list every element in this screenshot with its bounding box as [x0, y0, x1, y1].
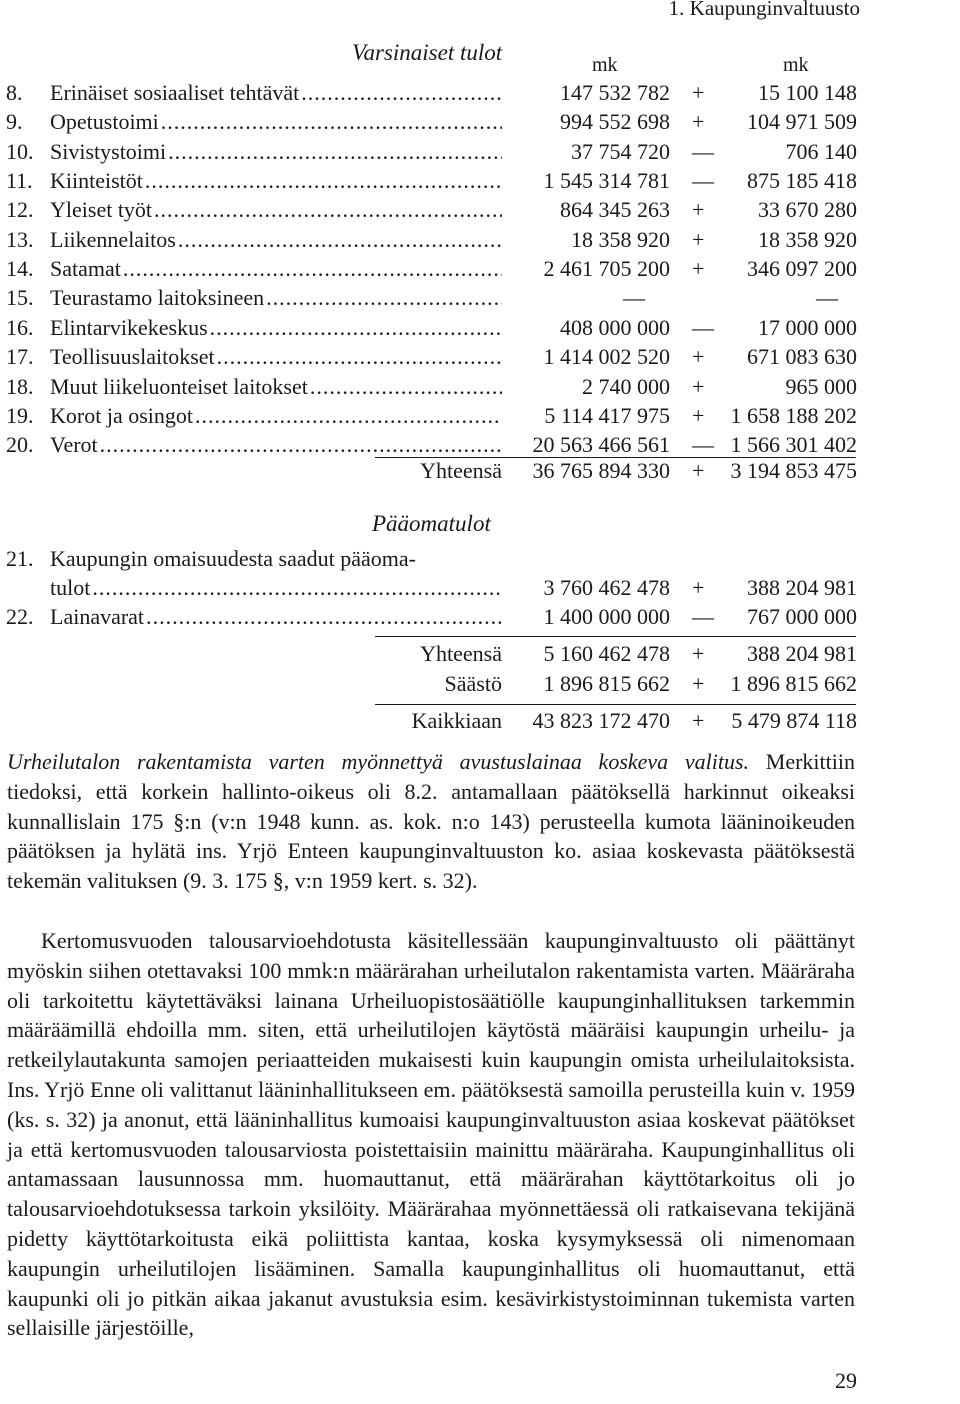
capital-total-rule — [375, 636, 856, 637]
row-number: 8. — [6, 80, 23, 105]
savings-value: 1 896 815 662 — [543, 671, 670, 696]
row-label: Elintarvikekeskus — [50, 314, 208, 340]
paragraph-appeal-decision — [7, 747, 855, 896]
page-number: 29 — [835, 1368, 857, 1393]
grand-total-change: 5 479 874 118 — [731, 708, 857, 733]
row-sign: + — [692, 373, 705, 399]
row-label: Opetustoimi — [50, 109, 159, 135]
row-value: 408 000 000 — [560, 314, 670, 340]
savings-change: 1 896 815 662 — [730, 671, 857, 696]
row-change: 875 185 418 — [747, 168, 857, 194]
running-header: 1. Kaupunginvaltuusto — [668, 0, 860, 20]
row-change: 104 971 509 — [747, 109, 857, 135]
row-value: 864 345 263 — [560, 197, 670, 223]
row-sign: — — [692, 314, 714, 340]
row-sign: — — [692, 432, 714, 458]
row-value: 2 461 705 200 — [543, 256, 670, 282]
table-row — [0, 256, 960, 285]
row-change: 767 000 000 — [747, 604, 857, 629]
row-value: 37 754 720 — [571, 138, 670, 164]
empty-change-dash: — — [816, 285, 838, 311]
section-title-ordinary-income: Varsinaiset tulot — [352, 40, 503, 65]
table-row — [0, 315, 960, 344]
row-label: Kiinteistöt — [50, 168, 143, 194]
leader-dots — [145, 168, 502, 194]
row-label: Erinäiset sosiaaliset tehtävät — [50, 80, 300, 105]
capital-row-21-line1 — [0, 546, 960, 575]
row-value: 3 760 462 478 — [543, 575, 670, 600]
capital-row-21-line2 — [0, 575, 960, 604]
grand-total-rule — [375, 704, 856, 705]
savings-label: Säästö — [444, 671, 502, 696]
row-value: 1 400 000 000 — [543, 604, 670, 629]
row-label: Teollisuuslaitokset — [50, 344, 215, 370]
total-value: 36 765 894 330 — [532, 458, 670, 483]
row-change: 388 204 981 — [747, 575, 857, 600]
empty-value-dash: — — [623, 285, 645, 311]
row-change: 965 000 — [785, 373, 857, 399]
paragraph-heading: Urheilutalon rakentamista varten myönnettyä avustuslainaa koskeva valitus. — [7, 749, 750, 774]
savings-sign: + — [692, 671, 705, 696]
table-row — [0, 139, 960, 168]
paragraph-body: Merkittiin tiedoksi, että korkein hallinto-oikeus oli 8.2. antamallaan päätöksellä harkinnut oikeaksi kunnallislain 175 §:n (v:n 1948 kunn. as. kok. n:o 143) perusteella kumota lääninoikeuden päätöksen ja hylätä ins. Yrjö Enteen kaupunginvaltuuston ko. asiaa koskevasta päätöksestä tekemän valituksen (9. 3. 175 §, v:n 1959 kert. s. 32). — [7, 749, 855, 894]
row-number: 14. — [6, 256, 34, 282]
grand-total-label: Kaikkiaan — [411, 708, 502, 733]
row-label: Yleiset työt — [50, 197, 153, 223]
leader-dots — [123, 256, 502, 282]
total-change: 3 194 853 475 — [730, 458, 857, 483]
row-sign: — — [692, 168, 714, 194]
row-number: 10. — [6, 138, 34, 164]
total-value: 5 160 462 478 — [543, 641, 670, 666]
paragraph-budget: Kertomusvuoden talousarvioehdotusta käsitellessään kaupunginvaltuusto oli päättänyt myöskin siihen otettavaksi 100 mmk:n määrärahan urheilutalon rakentamista varten. Määräraha oli tarkoitettu käytettäväksi lainana Urheiluopistosäätiölle kaupunginhallituksen tarkemmin määräämillä ehdoilla mm. siten, että urheilutilojen käytöstä määräisi kaupungin urheilu- ja retkeilylautakunta samojen periaatteiden mukaisesti kuin kaupungin omista urheilulaitoksista. Ins. Yrjö Enne oli valittanut lääninhallitukseen em. päätöksestä samoilla perusteilla kuin v. 1959 (ks. s. 32) ja anonut, että lääninhallitus kumoaisi kaupunginvaltuuston asiaa koskevat päätökset ja että kertomusvuoden talousarviosta poistettaisiin mainittu määräraha. Kaupunginhallitus oli antamassaan lausunnossa mm. huomauttanut, että määrärahan käyttötarkoitus oli jo talousarvioehdotuksessa tarkoin yksilöity. Määrärahaa myönnettäessä oli ratkaisevana tekijänä pidetty käyttötarkoitusta eikä poliittista kantaa, koska kysymyksessä oli nimenomaan kaupungin urheilutilojen lisääminen. Samalla kaupunginhallitus oli huomauttanut, että kaupunki oli jo pitkän aikaa jakanut avustuksia esim. kesävirkistystoiminnan tukemista varten sellaisille järjestöille, — [7, 928, 855, 1341]
unit-header-change: mk — [783, 54, 809, 76]
row-number: 18. — [6, 373, 34, 399]
row-label: Verot — [50, 432, 98, 458]
leader-dots — [301, 80, 502, 106]
leader-dots — [266, 285, 502, 311]
row-change: 671 083 630 — [747, 344, 857, 370]
row-label: Teurastamo laitoksineen — [50, 285, 265, 311]
section-title-capital-income: Pääomatulot — [372, 511, 491, 536]
row-label: Sivistystoimi — [50, 138, 167, 164]
row-change: 1 658 188 202 — [730, 402, 857, 428]
row-number: 13. — [6, 226, 34, 252]
leader-dots — [210, 315, 502, 341]
row-value: 20 563 466 561 — [532, 432, 670, 458]
row-number: 9. — [6, 109, 23, 135]
total-label: Yhteensä — [420, 641, 502, 666]
table-row — [0, 227, 960, 256]
row-change: 15 100 148 — [758, 80, 857, 105]
row-change: 346 097 200 — [747, 256, 857, 282]
leader-dots — [178, 227, 502, 253]
table-row — [0, 168, 960, 197]
row-label: Lainavarat — [50, 604, 145, 629]
leader-dots — [154, 197, 502, 223]
table-row — [0, 80, 960, 109]
unit-header-amount: mk — [592, 54, 618, 76]
table-row — [0, 403, 960, 432]
row-number: 21. — [6, 546, 34, 571]
row-number: 16. — [6, 314, 34, 340]
row-sign: — — [692, 138, 714, 164]
row-number: 20. — [6, 432, 34, 458]
row-value: 2 740 000 — [582, 373, 670, 399]
ordinary-total-row — [0, 458, 960, 488]
row-label: Kaupungin omaisuudesta saadut pääoma- — [50, 546, 416, 571]
row-change: 33 670 280 — [758, 197, 857, 223]
row-value: 1 545 314 781 — [543, 168, 670, 194]
row-sign: + — [692, 402, 705, 428]
leader-dots — [100, 432, 502, 458]
grand-total-row — [0, 708, 960, 738]
row-sign: — — [692, 604, 714, 629]
leader-dots — [310, 374, 502, 400]
row-value: 18 358 920 — [571, 226, 670, 252]
savings-row — [0, 671, 960, 701]
capital-total-row — [0, 641, 960, 671]
leader-dots — [161, 109, 502, 135]
capital-row-22 — [0, 604, 960, 633]
row-value: 147 532 782 — [560, 80, 670, 105]
row-change: 706 140 — [785, 138, 857, 164]
table-row — [0, 344, 960, 373]
leader-dots — [217, 344, 502, 370]
row-number: 22. — [6, 604, 34, 629]
total-sign: + — [692, 458, 705, 483]
table-row — [0, 109, 960, 138]
row-number: 12. — [6, 197, 34, 223]
row-sign: + — [692, 575, 705, 600]
row-change: 17 000 000 — [758, 314, 857, 340]
grand-total-value: 43 823 172 470 — [532, 708, 670, 733]
leader-dots — [168, 139, 502, 165]
row-change: 18 358 920 — [758, 226, 857, 252]
row-number: 11. — [6, 168, 33, 194]
row-value: 994 552 698 — [560, 109, 670, 135]
row-sign: + — [692, 80, 705, 105]
table-row — [0, 197, 960, 226]
row-number: 15. — [6, 285, 34, 311]
row-number: 17. — [6, 344, 34, 370]
row-sign: + — [692, 226, 705, 252]
row-sign: + — [692, 344, 705, 370]
row-label-continued: tulot — [50, 575, 91, 600]
total-change: 388 204 981 — [747, 641, 857, 666]
total-sign: + — [692, 641, 705, 666]
table-row — [0, 285, 960, 314]
row-value: 5 114 417 975 — [544, 402, 670, 428]
row-sign: + — [692, 197, 705, 223]
row-number: 19. — [6, 402, 34, 428]
row-label: Korot ja osingot — [50, 402, 193, 428]
leader-dots — [195, 403, 502, 429]
row-label: Satamat — [50, 256, 121, 282]
row-change: 1 566 301 402 — [730, 432, 857, 458]
row-sign: + — [692, 256, 705, 282]
row-sign: + — [692, 109, 705, 135]
grand-total-sign: + — [692, 708, 705, 733]
row-label: Muut liikeluonteiset laitokset — [50, 373, 308, 399]
row-value: 1 414 002 520 — [543, 344, 670, 370]
table-row — [0, 374, 960, 403]
total-label: Yhteensä — [420, 458, 502, 483]
row-label: Liikennelaitos — [50, 226, 176, 252]
